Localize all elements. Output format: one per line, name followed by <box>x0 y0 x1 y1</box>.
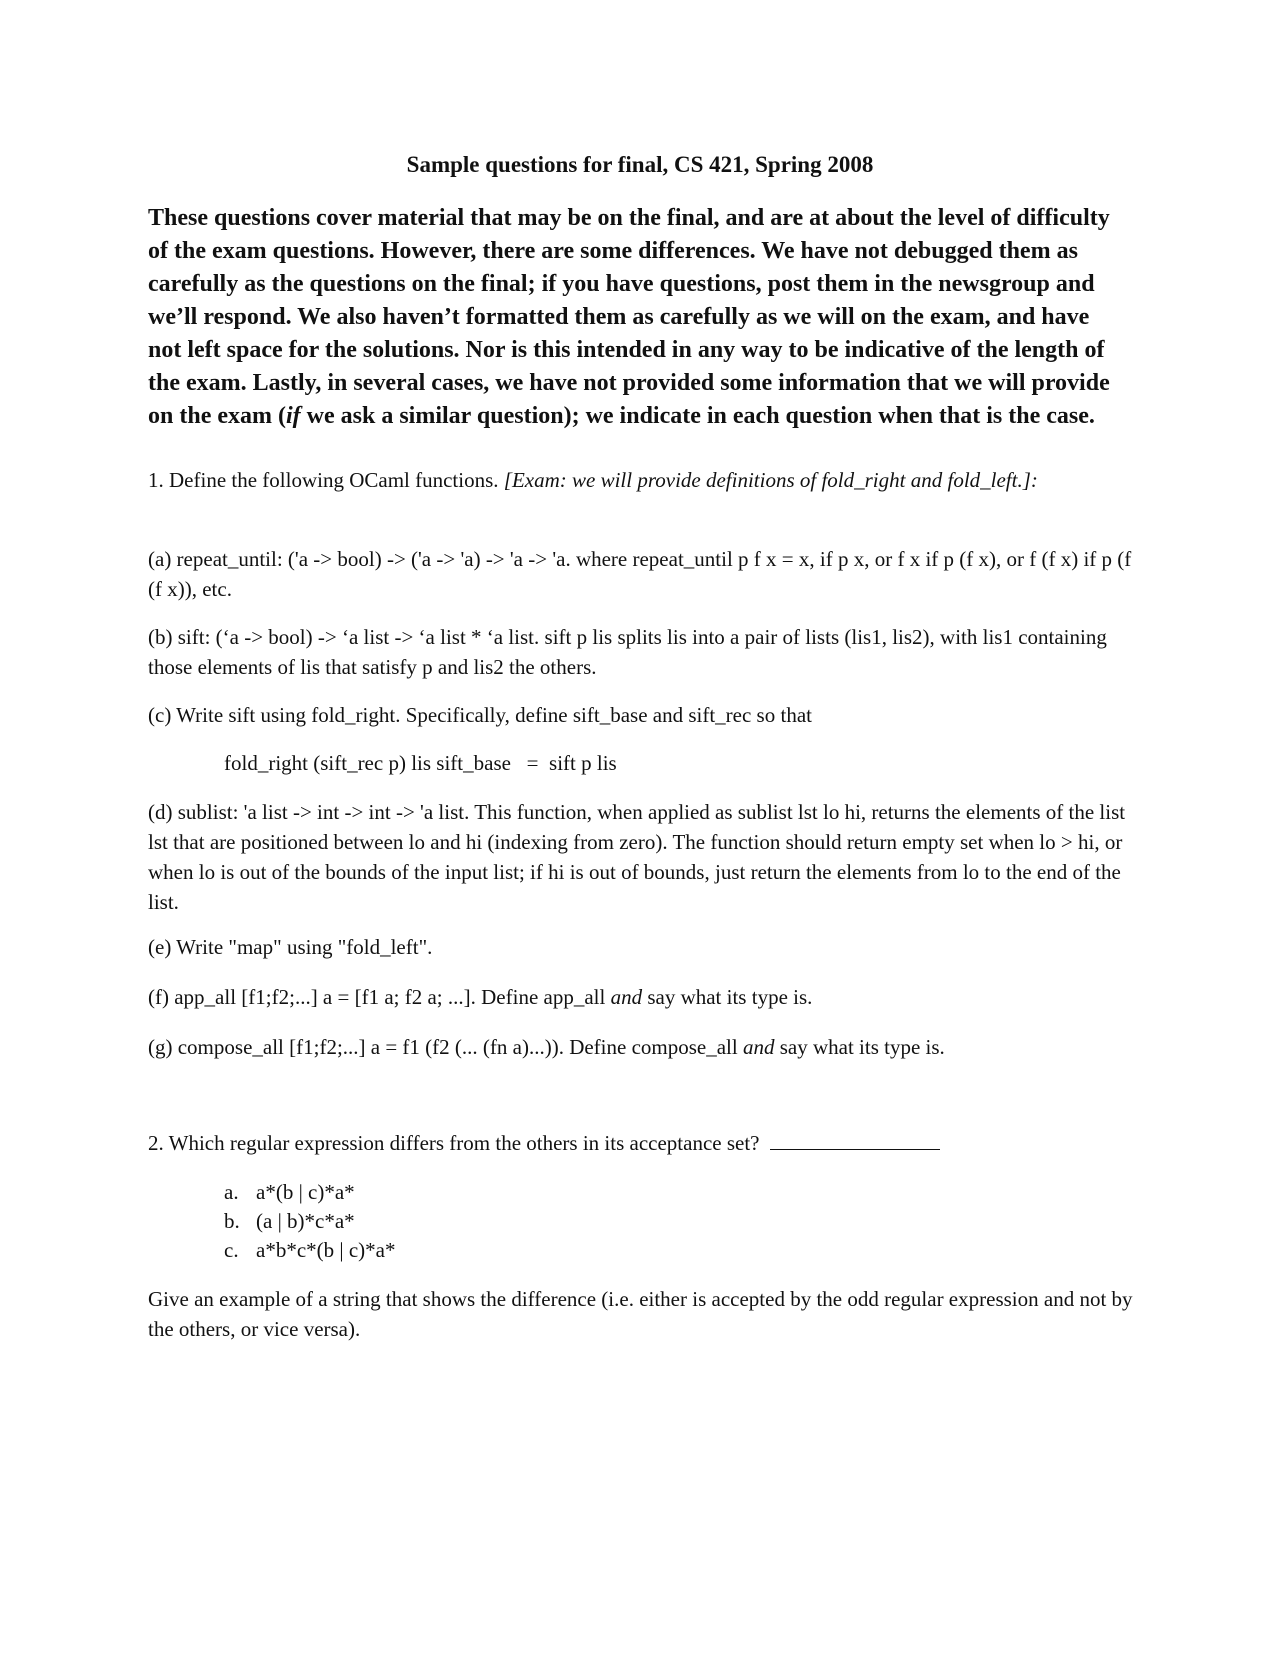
option-letter: b. <box>224 1209 240 1233</box>
intro-text-1: These questions cover material that may be on the final, and are at about the level of difficulty of the exam questions. However, there are some differences. We have not debugged them as carefully as the questions on the final; if you have questions, post them in the newsgroup and we’ll respond. We also haven’t formatted them as carefully as we will on the exam, and have not left space for the solutions. Nor is this intended in any way to be indicative of the length of the exam. Lastly, in several cases, we have not provided some information that we will provide on the exam ( <box>148 205 1110 429</box>
q1-heading-text: 1. Define the following OCaml functions. <box>148 468 504 492</box>
q1-exam-note: [Exam: we will provide definitions of fold_right and fold_left.]: <box>503 468 1038 492</box>
intro-text-2: we ask a similar question); we indicate in each question when that is the case. <box>300 403 1095 429</box>
q1-part-f <box>148 982 1138 1012</box>
option-expression: a*b*c*(b | c)*a* <box>256 1238 396 1262</box>
q1-part-c-formula: fold_right (sift_rec p) lis sift_base = sift p lis <box>224 751 617 775</box>
q1-part-g-text-end: say what its type is. <box>774 1035 945 1059</box>
q2-option-c <box>224 1236 395 1265</box>
q1-part-b: (b) sift: (‘a -> bool) -> ‘a list -> ‘a list * ‘a list. sift p lis splits lis into a pair of lists (lis1, lis2), with lis1 containing those elements of lis that satisfy p and lis2 the others. <box>148 625 1107 679</box>
q1-part-c: (c) Write sift using fold_right. Specifically, define sift_base and sift_rec so that <box>148 703 812 727</box>
q1-part-g-and: and <box>742 1035 775 1059</box>
q1-heading <box>148 465 1138 495</box>
q1-part-g-text: (g) compose_all [f1;f2;...] a = f1 (f2 (... (fn a)...)). Define compose_all <box>148 1035 743 1059</box>
q1-part-a: (a) repeat_until: ('a -> bool) -> ('a -> 'a) -> 'a -> 'a. where repeat_until p f x = x, if p x, or f x if p (f x), or f (f x) if p (f (f x)), etc. <box>148 547 1132 601</box>
option-expression: a*(b | c)*a* <box>256 1180 355 1204</box>
q2-followup: Give an example of a string that shows the difference (i.e. either is accepted by the odd regular expression and not by the others, or vice versa). <box>148 1287 1133 1341</box>
q2-question <box>148 1128 1138 1158</box>
q1-part-f-and: and <box>610 985 643 1009</box>
q1-part-d: (d) sublist: 'a list -> int -> int -> 'a list. This function, when applied as sublist lst lo hi, returns the elements of the list lst that are positioned between lo and hi (indexing from zero). The function should return empty set when lo > hi, or when lo is out of the bounds of the input list; if hi is out of bounds, just return the elements from lo to the end of the list. <box>148 800 1126 914</box>
option-expression: (a | b)*c*a* <box>256 1209 355 1233</box>
page-title: Sample questions for final, CS 421, Spring 2008 <box>406 152 874 177</box>
q1-part-e: (e) Write "map" using "fold_left". <box>148 935 433 959</box>
q1-part-g <box>148 1032 1138 1062</box>
option-letter: a. <box>224 1180 239 1204</box>
answer-blank <box>770 1131 940 1150</box>
q2-question-text: 2. Which regular expression differs from the others in its acceptance set? <box>148 1131 760 1155</box>
option-letter: c. <box>224 1238 239 1262</box>
q1-part-f-text: (f) app_all [f1;f2;...] a = [f1 a; f2 a; ...]. Define app_all <box>148 985 611 1009</box>
intro-if-word: if <box>285 403 301 429</box>
q2-option-b <box>224 1207 355 1236</box>
q1-part-f-text-end: say what its type is. <box>642 985 813 1009</box>
q2-option-a <box>224 1178 355 1207</box>
intro-paragraph <box>148 202 1128 433</box>
